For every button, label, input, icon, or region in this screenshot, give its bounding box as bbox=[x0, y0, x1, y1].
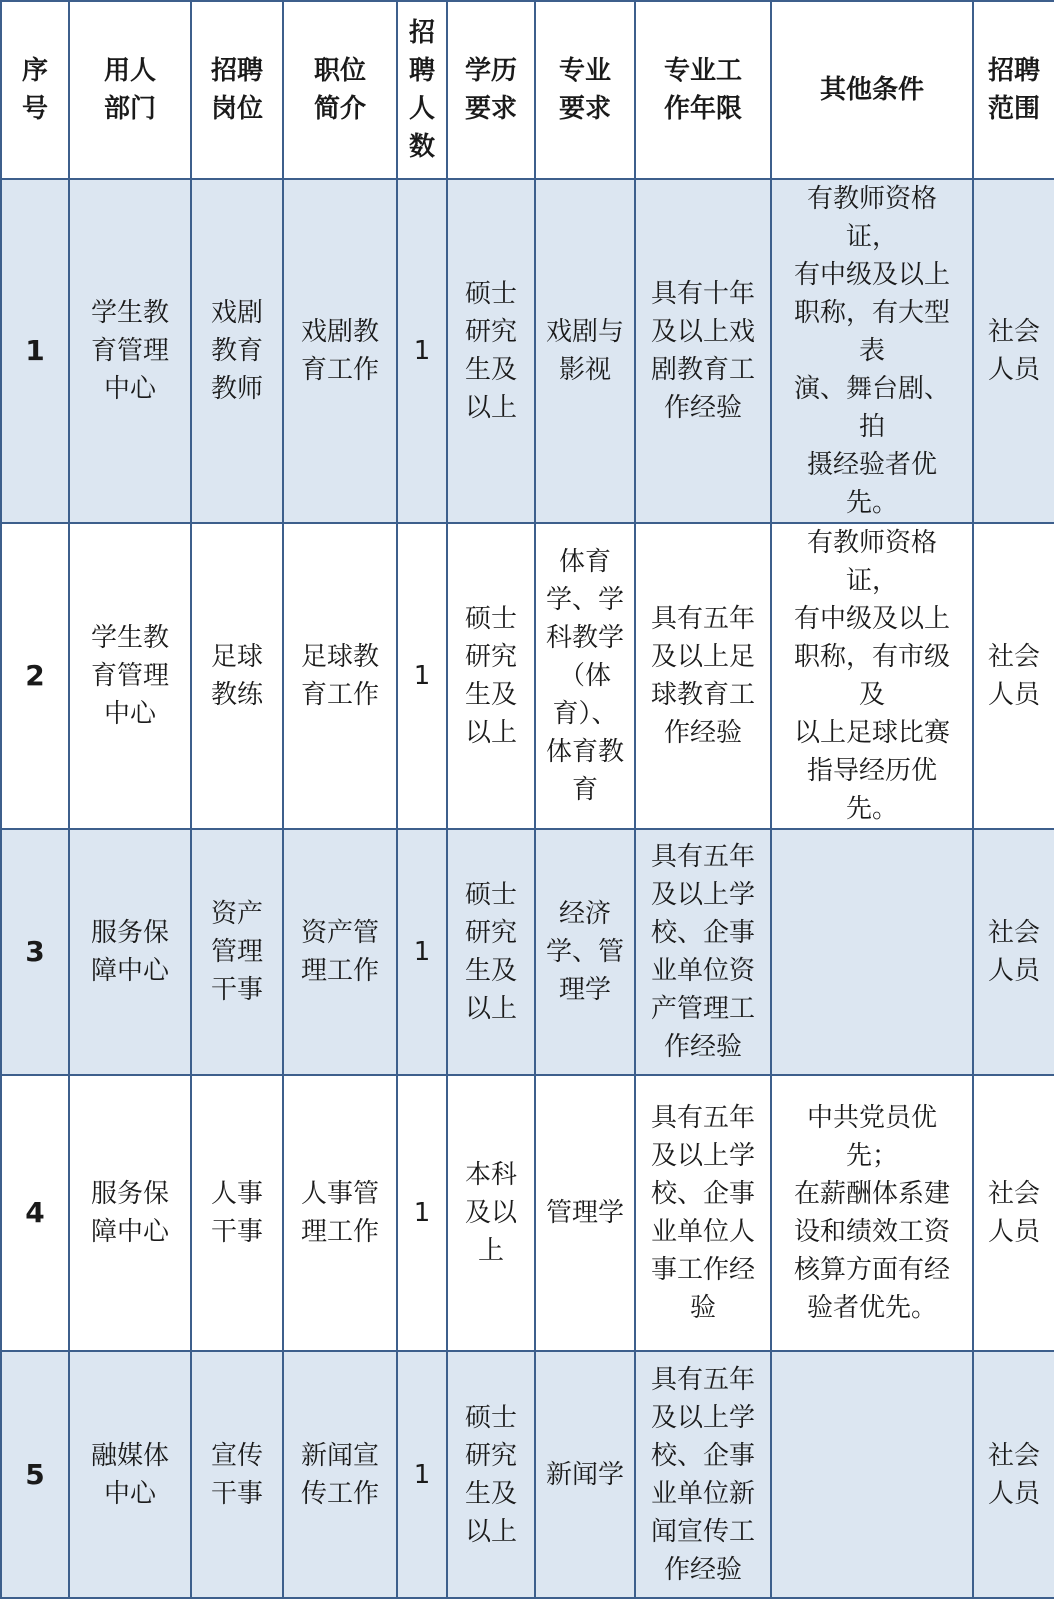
cell-seq: 4 bbox=[1, 1075, 69, 1351]
cell-department: 服务保 障中心 bbox=[69, 829, 191, 1075]
cell-department: 学生教 育管理 中心 bbox=[69, 179, 191, 523]
cell-major: 经济 学、管 理学 bbox=[535, 829, 635, 1075]
header-department: 用人 部门 bbox=[69, 1, 191, 179]
table-row bbox=[1, 1351, 1054, 1598]
cell-job-intro: 足球教 育工作 bbox=[283, 523, 397, 829]
cell-work-years: 具有五年 及以上学 校、企事 业单位资 产管理工 作经验 bbox=[635, 829, 771, 1075]
cell-work-years: 具有五年 及以上学 校、企事 业单位新 闻宣传工 作经验 bbox=[635, 1351, 771, 1598]
cell-seq: 1 bbox=[1, 179, 69, 523]
cell-job-intro: 新闻宣 传工作 bbox=[283, 1351, 397, 1598]
cell-education: 硕士 研究 生及 以上 bbox=[447, 1351, 535, 1598]
cell-position: 足球 教练 bbox=[191, 523, 283, 829]
cell-job-intro: 戏剧教 育工作 bbox=[283, 179, 397, 523]
cell-other-conditions bbox=[771, 1351, 973, 1598]
header-job-intro: 职位 简介 bbox=[283, 1, 397, 179]
cell-major: 戏剧与 影视 bbox=[535, 179, 635, 523]
cell-count: 1 bbox=[397, 1075, 447, 1351]
cell-count: 1 bbox=[397, 829, 447, 1075]
table-row bbox=[1, 179, 1054, 523]
cell-major: 新闻学 bbox=[535, 1351, 635, 1598]
cell-position: 宣传 干事 bbox=[191, 1351, 283, 1598]
cell-education: 硕士 研究 生及 以上 bbox=[447, 829, 535, 1075]
table-row bbox=[1, 829, 1054, 1075]
table-row bbox=[1, 523, 1054, 829]
cell-job-intro: 资产管 理工作 bbox=[283, 829, 397, 1075]
cell-scope: 社会 人员 bbox=[973, 1351, 1054, 1598]
cell-department: 学生教 育管理 中心 bbox=[69, 523, 191, 829]
cell-department: 服务保 障中心 bbox=[69, 1075, 191, 1351]
header-major: 专业 要求 bbox=[535, 1, 635, 179]
header-position: 招聘 岗位 bbox=[191, 1, 283, 179]
header-seq: 序 号 bbox=[1, 1, 69, 179]
header-education: 学历 要求 bbox=[447, 1, 535, 179]
cell-work-years: 具有五年 及以上足 球教育工 作经验 bbox=[635, 523, 771, 829]
cell-count: 1 bbox=[397, 179, 447, 523]
cell-scope: 社会 人员 bbox=[973, 1075, 1054, 1351]
cell-other-conditions bbox=[771, 829, 973, 1075]
cell-seq: 5 bbox=[1, 1351, 69, 1598]
cell-major: 体育 学、学 科教学 （体 育）、 体育教 育 bbox=[535, 523, 635, 829]
cell-count: 1 bbox=[397, 523, 447, 829]
cell-scope: 社会 人员 bbox=[973, 523, 1054, 829]
cell-education: 硕士 研究 生及 以上 bbox=[447, 179, 535, 523]
cell-job-intro: 人事管 理工作 bbox=[283, 1075, 397, 1351]
cell-seq: 2 bbox=[1, 523, 69, 829]
header-row bbox=[1, 1, 1054, 179]
cell-work-years: 具有五年 及以上学 校、企事 业单位人 事工作经 验 bbox=[635, 1075, 771, 1351]
cell-other-conditions: 有教师资格证， 有中级及以上 职称，有大型表 演、舞台剧、拍 摄经验者优先。 bbox=[771, 179, 973, 523]
cell-position: 人事 干事 bbox=[191, 1075, 283, 1351]
header-count: 招 聘 人 数 bbox=[397, 1, 447, 179]
cell-scope: 社会 人员 bbox=[973, 829, 1054, 1075]
cell-work-years: 具有十年 及以上戏 剧教育工 作经验 bbox=[635, 179, 771, 523]
cell-seq: 3 bbox=[1, 829, 69, 1075]
cell-other-conditions: 中共党员优先； 在薪酬体系建 设和绩效工资 核算方面有经 验者优先。 bbox=[771, 1075, 973, 1351]
cell-position: 戏剧 教育 教师 bbox=[191, 179, 283, 523]
cell-other-conditions: 有教师资格证， 有中级及以上 职称，有市级及 以上足球比赛 指导经历优先。 bbox=[771, 523, 973, 829]
cell-position: 资产 管理 干事 bbox=[191, 829, 283, 1075]
cell-education: 本科 及以 上 bbox=[447, 1075, 535, 1351]
table-row bbox=[1, 1075, 1054, 1351]
cell-count: 1 bbox=[397, 1351, 447, 1598]
header-work-years: 专业工 作年限 bbox=[635, 1, 771, 179]
cell-major: 管理学 bbox=[535, 1075, 635, 1351]
cell-education: 硕士 研究 生及 以上 bbox=[447, 523, 535, 829]
cell-department: 融媒体 中心 bbox=[69, 1351, 191, 1598]
cell-scope: 社会 人员 bbox=[973, 179, 1054, 523]
header-scope: 招聘 范围 bbox=[973, 1, 1054, 179]
header-other-conditions: 其他条件 bbox=[771, 1, 973, 179]
